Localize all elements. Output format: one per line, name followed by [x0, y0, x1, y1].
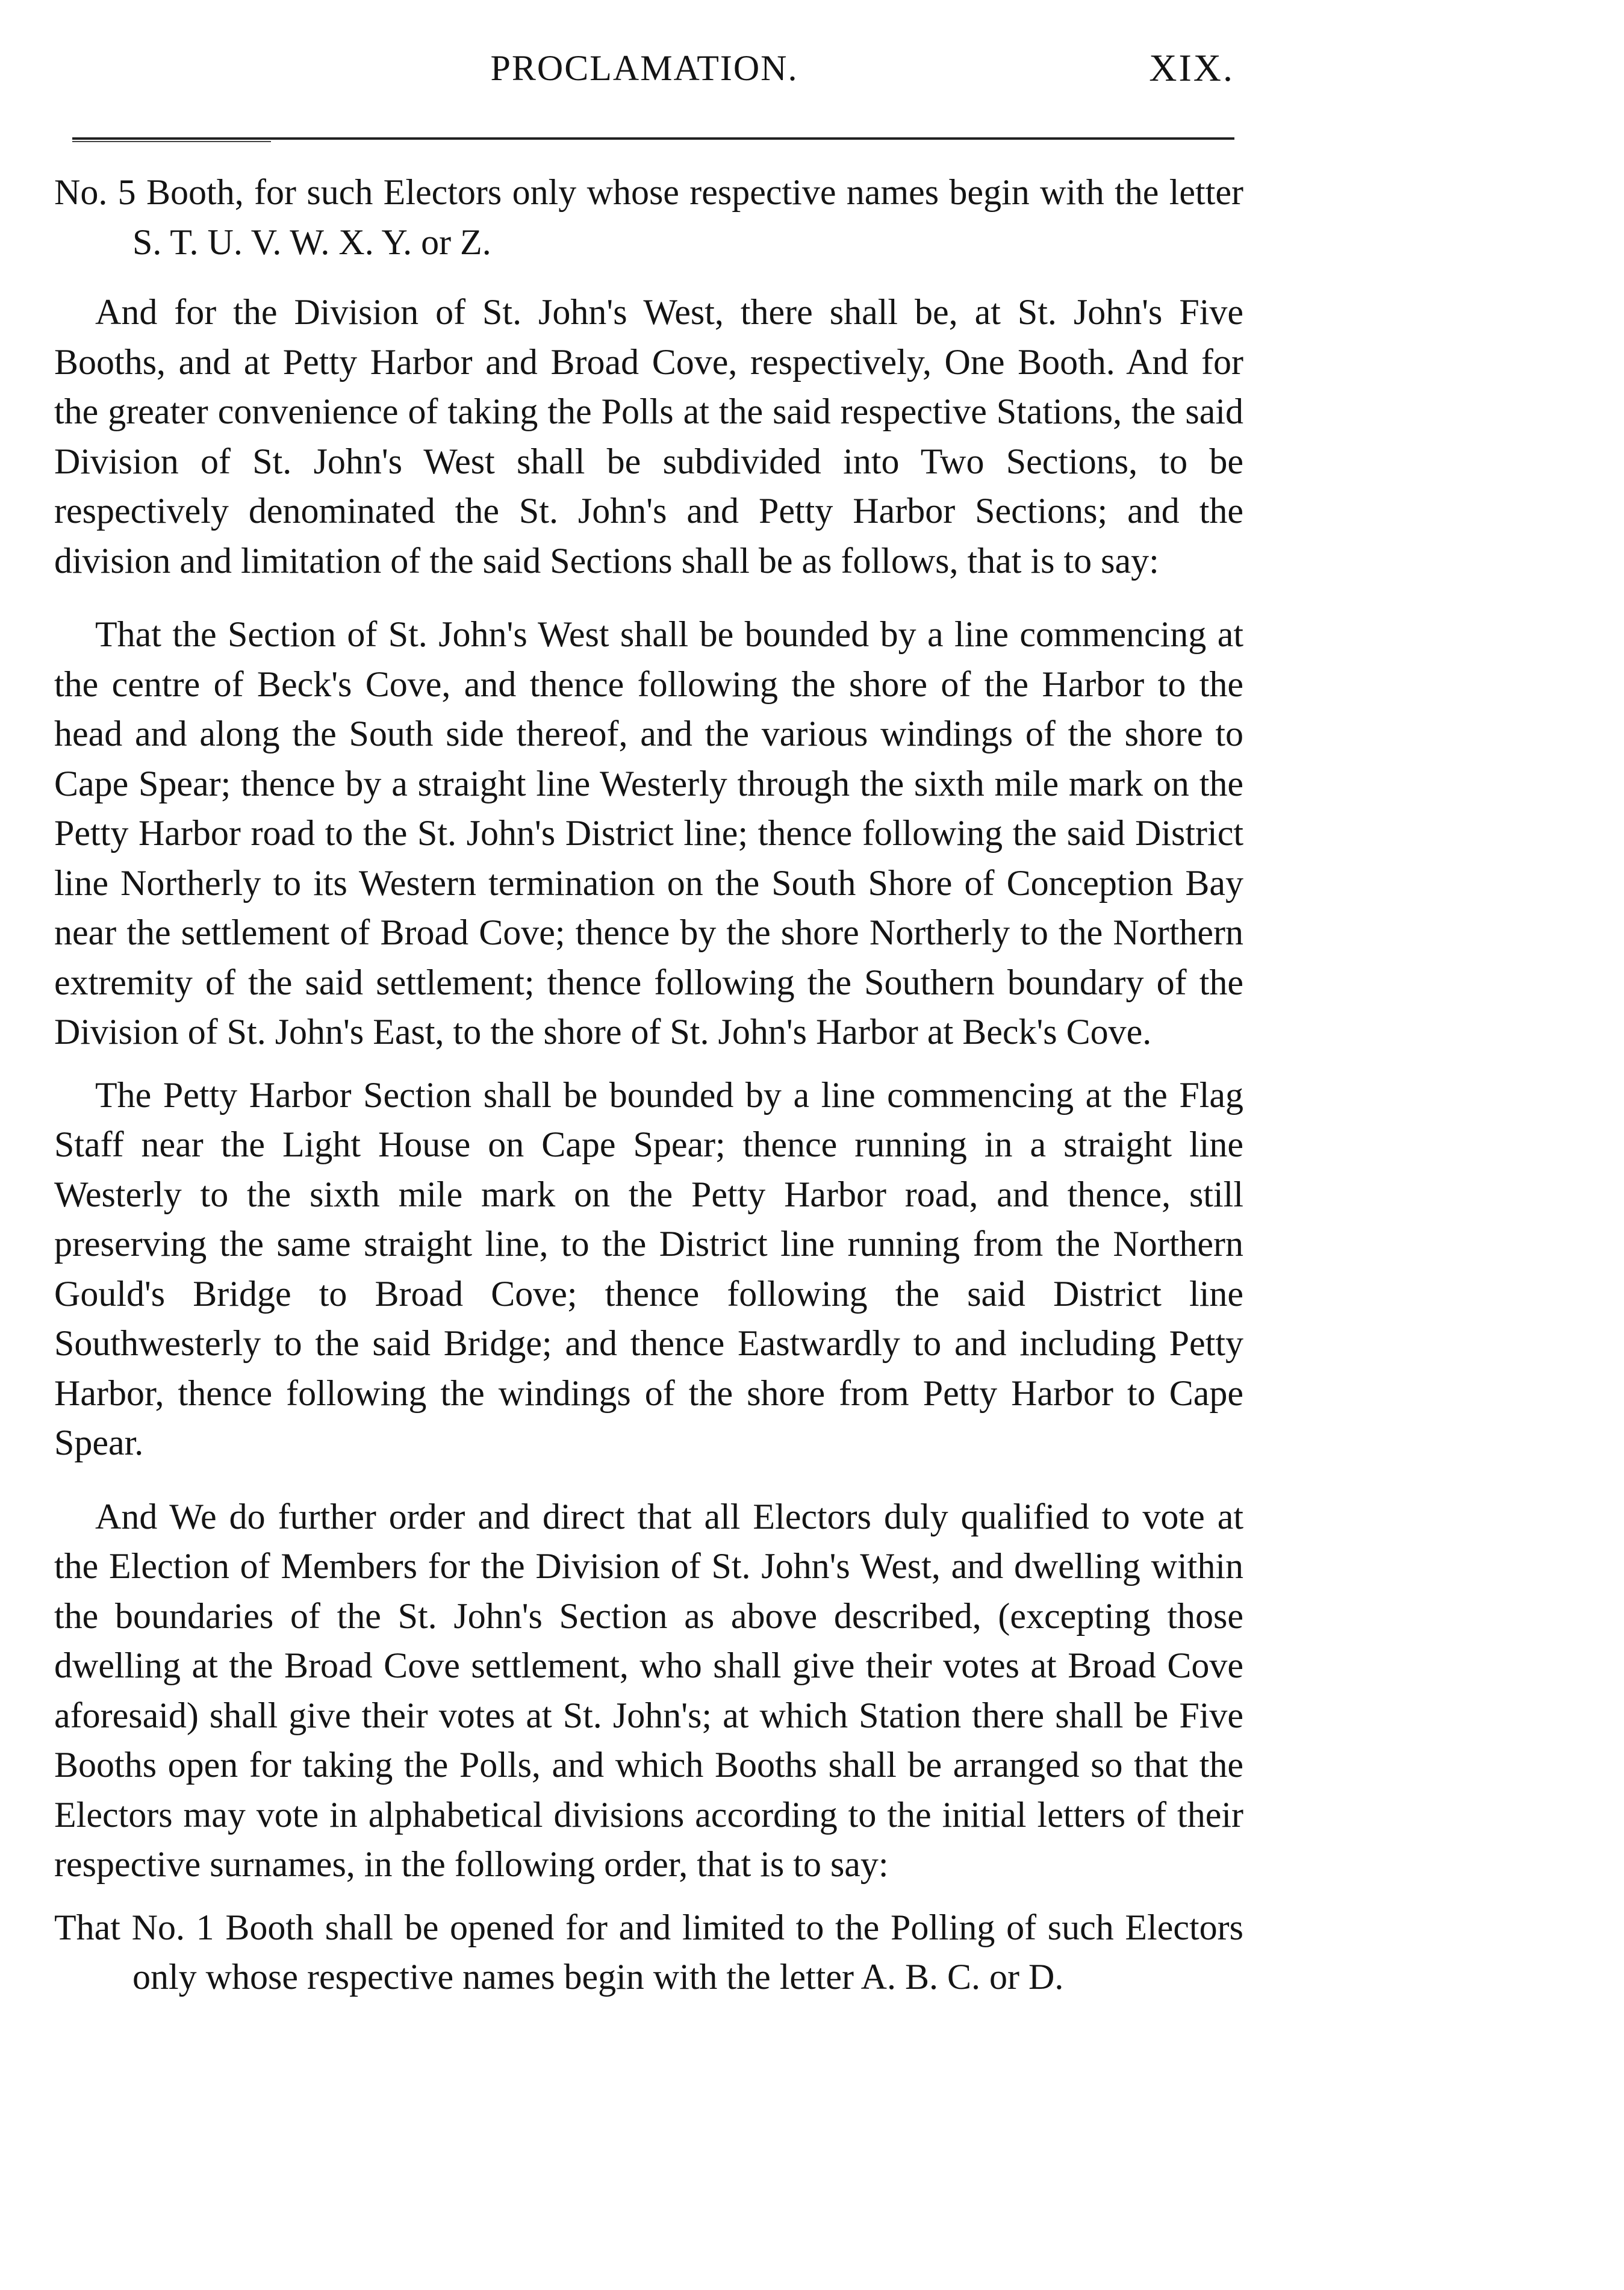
paragraph-booth-5: No. 5 Booth, for such Electors only whose respective names begin with the letter S. T. U. V. W. X. Y. or Z.: [54, 172, 1243, 262]
paragraph-petty-harbor-section: The Petty Harbor Section shall be bounded by a line commencing at the Flag Staff near the Light House on Cape Spear; thence running in a straight line Westerly to the sixth mile mark on the Petty Harbor road, and thence, still preserving the same straight line, to the District line running from the Northern Gould's Bridge to Broad Cove; thence following the said District line Southwesterly to the said Bridge; and thence Eastwardly to and including Petty Harbor, thence following the windings of the shore from Petty Harbor to Cape Spear.: [54, 1075, 1243, 1462]
paragraph-booth-1: That No. 1 Booth shall be opened for and limited to the Polling of such Electors only whose respective names begin with the letter A. B. C. or D.: [54, 1907, 1243, 1997]
body-text: [54, 167, 1243, 2002]
paragraph-st-johns-section: That the Section of St. John's West shall be bounded by a line commencing at the centre of Beck's Cove, and thence following the shore of the Harbor to the head and along the South side thereof, and the various windings of the shore to Cape Spear; thence by a straight line Westerly through the sixth mile mark on the Petty Harbor road to the St. John's District line; thence following the said District line Northerly to its Western termination on the South Shore of Conception Bay near the settlement of Broad Cove; thence by the shore Northerly to the Northern extremity of the said settlement; thence following the Southern boundary of the Division of St. John's East, to the shore of St. John's Harbor at Beck's Cove.: [54, 614, 1243, 1052]
header-rule: [72, 137, 1234, 140]
running-head: [54, 35, 1234, 101]
page-title: PROCLAMATION.: [490, 48, 798, 88]
header-rule-accent: [72, 141, 271, 142]
page-number: XIX.: [1149, 46, 1234, 89]
paragraph-division-st-johns-west: And for the Division of St. John's West, there shall be, at St. John's Five Booths, and at Petty Harbor and Broad Cove, respectively, One Booth. And for the greater convenience of taking the Polls at the said respective Stations, the said Division of St. John's West shall be subdivided into Two Sections, to be respectively denominated the St. John's and Petty Harbor Sections; and the division and limitation of the said Sections shall be as follows, that is to say:: [54, 292, 1243, 581]
paragraph-electors-order: And We do further order and direct that all Electors duly qualified to vote at the Election of Members for the Division of St. John's West, and dwelling within the boundaries of the St. John's Section as above described, (excepting those dwelling at the Broad Cove settlement, who shall give their votes at Broad Cove aforesaid) shall give their votes at St. John's; at which Station there shall be Five Booths open for taking the Polls, and which Booths shall be arranged so that the Electors may vote in alphabetical divisions according to the initial letters of their respective surnames, in the following order, that is to say:: [54, 1496, 1243, 1884]
